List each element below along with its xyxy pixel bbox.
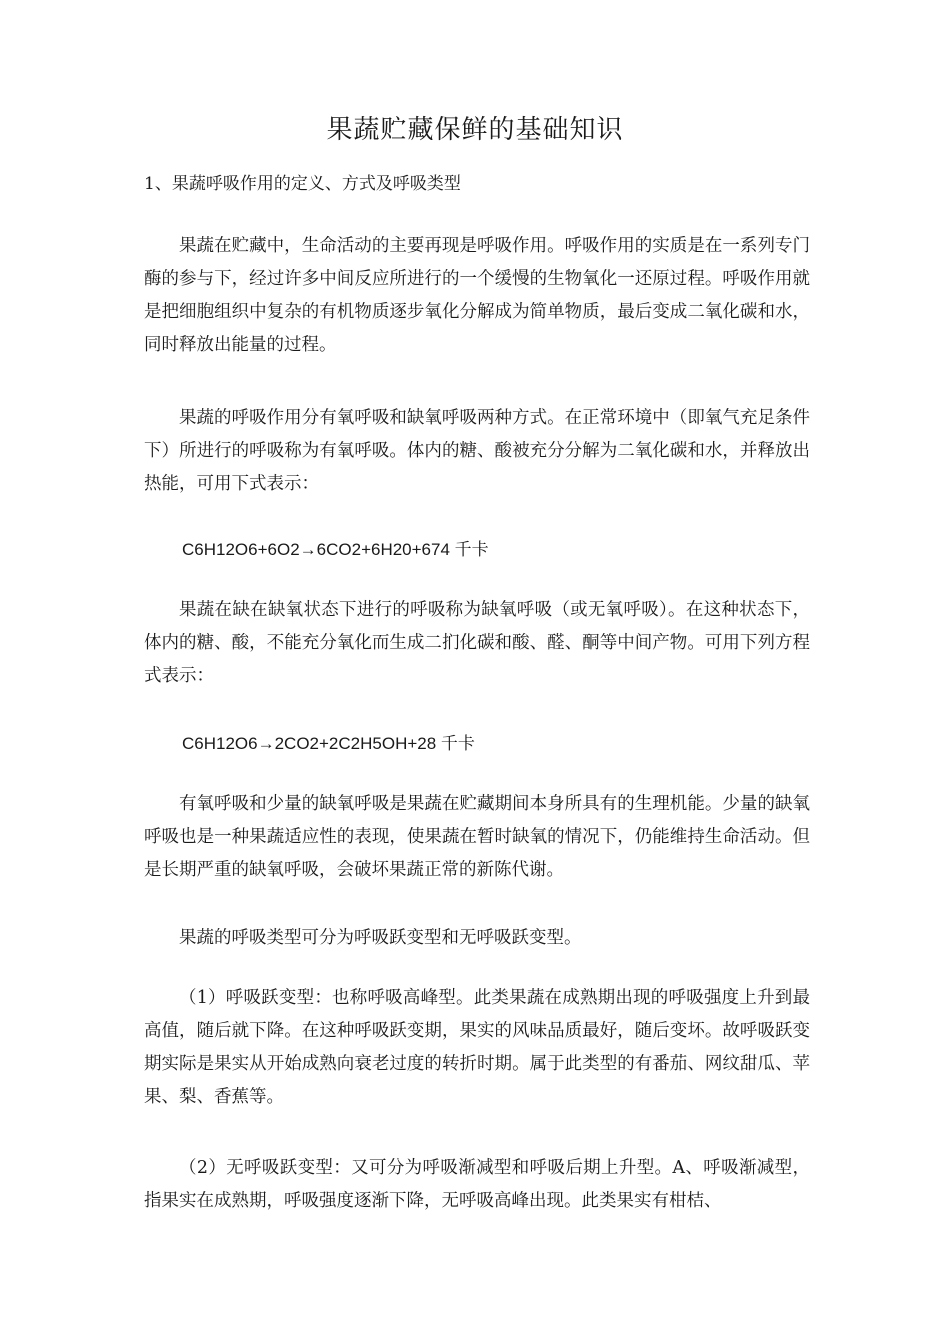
formula-anaerobic <box>182 730 802 758</box>
paragraph-physiological-function: 有氧呼吸和少量的缺氧呼吸是果蔬在贮藏期间本身所具有的生理机能。少量的缺氧呼吸也是一种果蔬适应性的表现，使果蔬在暂时缺氧的情况下，仍能维持生命活动。但是长期严重的缺氧呼吸，会破坏果蔬正常的新陈代谢。 <box>144 794 810 880</box>
formula-anaerobic-unit: 千卡 <box>440 734 475 754</box>
paragraph-respiration-types: 果蔬的呼吸类型可分为呼吸跃变型和无呼吸跃变型。 <box>179 928 582 948</box>
paragraph-non-climacteric-type: （2）无呼吸跃变型：又可分为呼吸渐减型和呼吸后期上升型。A、呼吸渐减型，指果实在成熟期，呼吸强度逐渐下降，无呼吸高峰出现。此类果实有柑桔、 <box>144 1158 810 1211</box>
formula-anaerobic-expression: C6H12O6→2CO2+2C2H5OH+28 <box>182 734 437 753</box>
formula-aerobic <box>182 536 802 564</box>
document-title: 果蔬贮藏保鲜的基础知识 <box>326 115 624 145</box>
paragraph-anaerobic: 果蔬在缺在缺氧状态下进行的呼吸称为缺氧呼吸（或无氧呼吸）。在这种状态下，体内的糖、酸，不能充分氧化而生成二扪化碳和酸、醛、酮等中间产物。可用下列方程式表示： <box>144 600 810 686</box>
formula-aerobic-expression: C6H12O6+6O2→6CO2+6H20+674 <box>182 540 450 559</box>
paragraph-respiration-definition: 果蔬在贮藏中，生命活动的主要再现是呼吸作用。呼吸作用的实质是在一系列专门酶的参与下，经过许多中间反应所进行的一个缓慢的生物氧化一还原过程。呼吸作用就是把细胞组织中复杂的有机物质逐步氧化分解成为简单物质，最后变成二氧化碳和水，同时释放出能量的过程。 <box>144 236 810 355</box>
paragraph-climacteric-type: （1）呼吸跃变型：也称呼吸高峰型。此类果蔬在成熟期出现的呼吸强度上升到最高值，随后就下降。在这种呼吸跃变期，果实的风味品质最好，随后变坏。故呼吸跃变期实际是果实从开始成熟向衰老过度的转折时期。属于此类型的有番茄、网纹甜瓜、苹果、梨、香蕉等。 <box>144 988 810 1107</box>
formula-aerobic-unit: 千卡 <box>454 540 489 560</box>
section-heading: 1、果蔬呼吸作用的定义、方式及呼吸类型 <box>144 174 461 194</box>
paragraph-respiration-modes: 果蔬的呼吸作用分有氧呼吸和缺氧呼吸两种方式。在正常环境中（即氧气充足条件下）所进行的呼吸称为有氧呼吸。体内的糖、酸被充分分解为二氧化碳和水，并释放出热能，可用下式表示： <box>144 408 810 494</box>
